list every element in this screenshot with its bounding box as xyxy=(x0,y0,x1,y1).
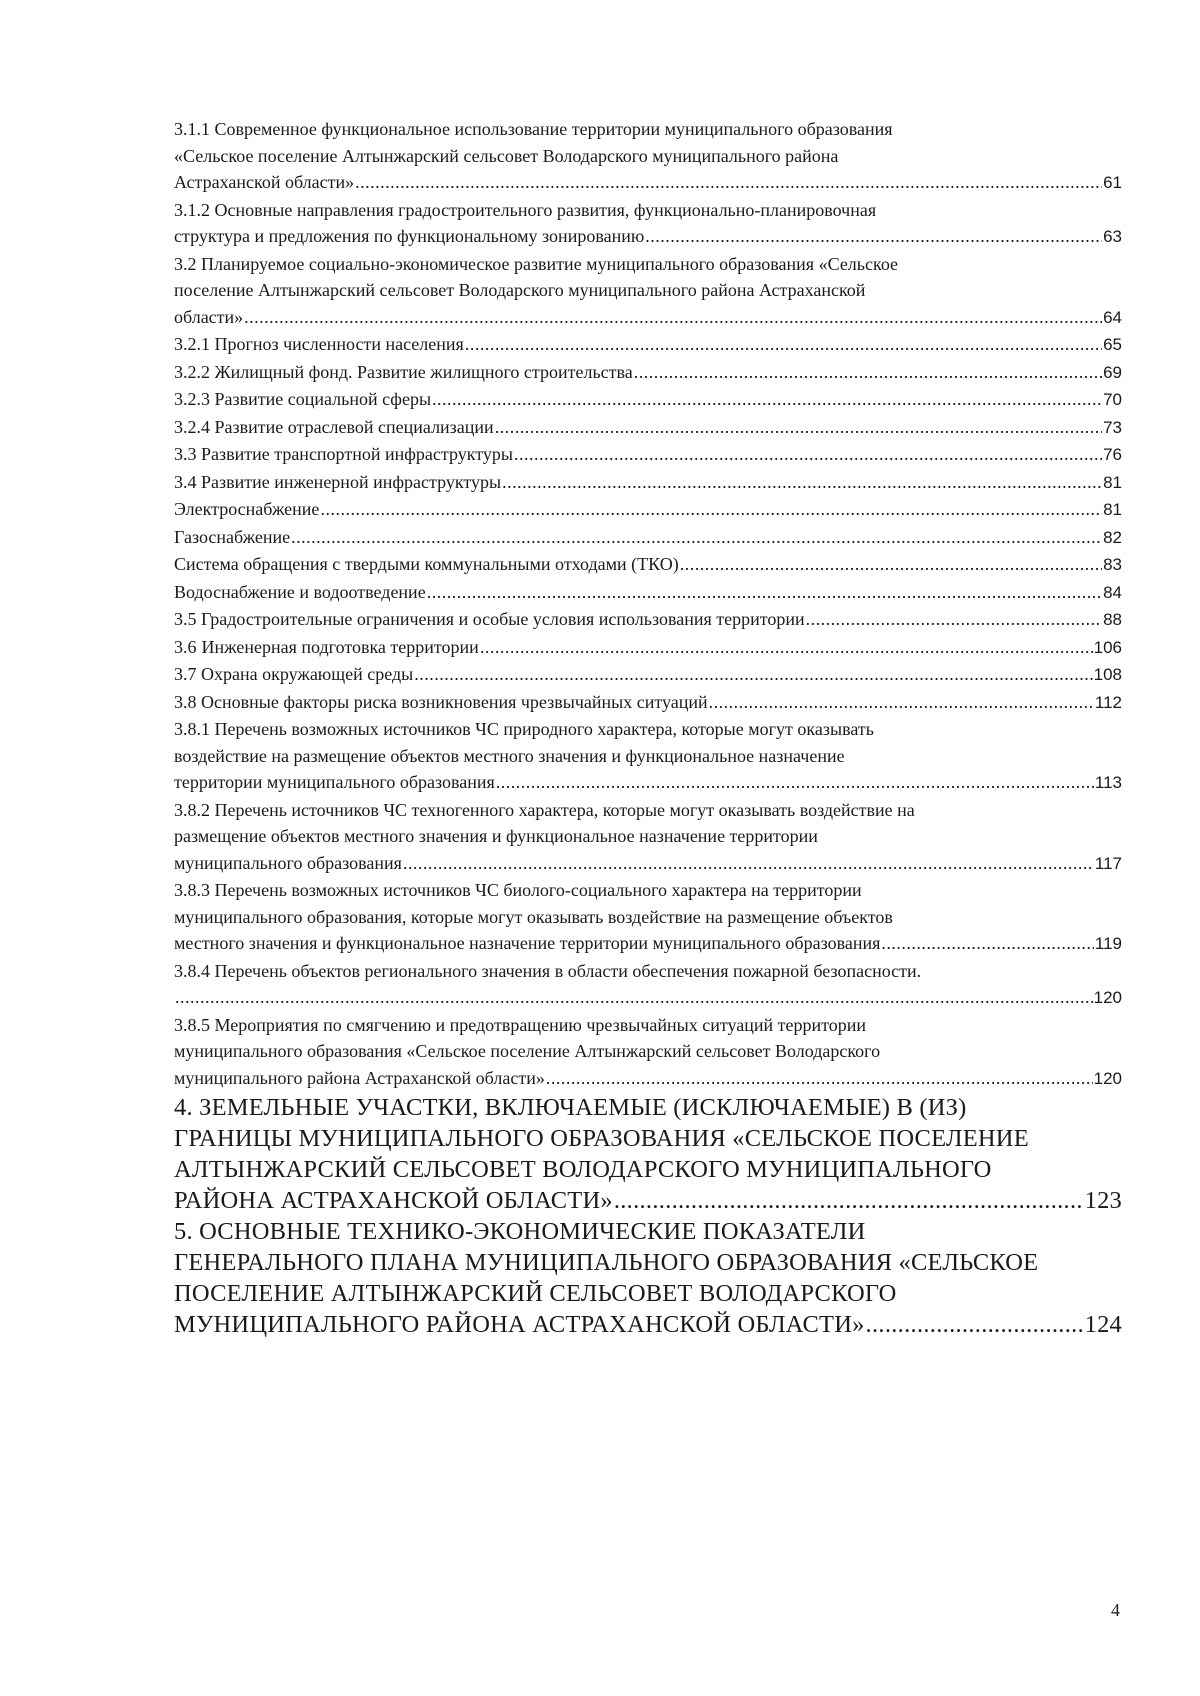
dot-leader xyxy=(414,661,1092,688)
toc-entry-last-line xyxy=(174,469,1122,497)
toc-entry-last-line xyxy=(174,551,1122,579)
toc-page-number: 82 xyxy=(1103,527,1122,547)
toc-entry-line: ГРАНИЦЫ МУНИЦИПАЛЬНОГО ОБРАЗОВАНИЯ «СЕЛЬСКОЕ ПОСЕЛЕНИЕ xyxy=(174,1125,1029,1152)
toc-entry-title: Система обращения с твердыми коммунальными отходами (ТКО) xyxy=(174,554,679,574)
toc-entry-line: ПОСЕЛЕНИЕ АЛТЫНЖАРСКИЙ СЕЛЬСОВЕТ ВОЛОДАРСКОГО xyxy=(174,1280,897,1307)
toc-entry-title: РАЙОНА АСТРАХАНСКОЙ ОБЛАСТИ» xyxy=(174,1187,613,1214)
toc-entry[interactable] xyxy=(174,551,1122,579)
toc-entry-last-line xyxy=(174,579,1122,607)
toc-page-number: 106 xyxy=(1093,637,1122,657)
dot-leader xyxy=(480,634,1093,661)
toc-entry-title: местного значения и функциональное назначение территории муниципального образования xyxy=(174,933,881,953)
toc-page-number: 120 xyxy=(1093,1068,1122,1088)
toc-entry-title: 3.8 Основные факторы риска возникновения чрезвычайных ситуаций xyxy=(174,691,708,712)
toc-entry-line: 4. ЗЕМЕЛЬНЫЕ УЧАСТКИ, ВКЛЮЧАЕМЫЕ (ИСКЛЮЧАЕМЫЕ) В (ИЗ) xyxy=(174,1094,967,1121)
toc-entry-last-line xyxy=(174,1309,1122,1340)
toc-entry-title: 3.5 Градостроительные ограничения и особые условия использования территории xyxy=(174,609,805,629)
toc-entry-line: 3.8.2 Перечень источников ЧС техногенного характера, которые могут оказывать воздействие на xyxy=(174,799,915,820)
toc-entry-title: 3.7 Охрана окружающей среды xyxy=(174,664,414,684)
dot-leader xyxy=(175,984,1093,1011)
toc-entry-line: 3.8.1 Перечень возможных источников ЧС природного характера, которые могут оказывать xyxy=(174,719,874,739)
toc-entry-title: муниципального района Астраханской области» xyxy=(174,1067,545,1088)
toc-entry[interactable] xyxy=(174,524,1122,552)
toc-page-number: 119 xyxy=(1094,934,1122,953)
toc-entry-last-line xyxy=(174,769,1122,797)
toc-entry[interactable] xyxy=(174,197,1122,251)
dot-leader xyxy=(502,469,1102,496)
toc-page-number: 70 xyxy=(1103,390,1122,409)
toc-entry-line: поселение Алтынжарский сельсовет Володарского муниципального района Астраханской xyxy=(174,280,866,300)
toc-page-number: 124 xyxy=(1084,1311,1122,1338)
toc-page-number: 112 xyxy=(1094,692,1122,712)
toc-entry-last-line xyxy=(174,1065,1122,1093)
table-of-contents xyxy=(174,116,1122,1340)
toc-page-number: 61 xyxy=(1103,173,1122,192)
toc-entry-last-line xyxy=(174,304,1122,332)
toc-entry-last-line xyxy=(174,496,1122,524)
toc-entry[interactable] xyxy=(174,634,1122,662)
toc-entry-last-line xyxy=(174,930,1122,958)
toc-entry-last-line xyxy=(174,414,1122,442)
toc-entry-title: структура и предложения по функциональному зонированию xyxy=(174,226,645,246)
toc-entry-line: 3.1.2 Основные направления градостроительного развития, функционально-планировочная xyxy=(174,199,877,220)
dot-leader xyxy=(546,1065,1093,1092)
toc-page-number: 88 xyxy=(1103,610,1122,629)
toc-entry-title: Водоснабжение и водоотведение xyxy=(174,581,426,602)
toc-entry[interactable] xyxy=(174,579,1122,607)
toc-entry-last-line xyxy=(174,984,1122,1012)
toc-entry-last-line xyxy=(174,386,1122,414)
dot-leader xyxy=(432,386,1102,413)
toc-page-number: 108 xyxy=(1093,665,1122,684)
toc-entry-line: АЛТЫНЖАРСКИЙ СЕЛЬСОВЕТ ВОЛОДАРСКОГО МУНИЦИПАЛЬНОГО xyxy=(174,1156,992,1183)
page-number: 4 xyxy=(1111,1600,1120,1620)
toc-entry[interactable] xyxy=(174,716,1122,797)
dot-leader xyxy=(614,1185,1084,1216)
toc-entry-line: муниципального образования, которые могут оказывать воздействие на размещение объектов xyxy=(174,906,893,927)
dot-leader xyxy=(495,414,1102,441)
toc-entry-last-line xyxy=(174,223,1122,251)
toc-entry[interactable] xyxy=(174,1216,1122,1340)
toc-page-number: 76 xyxy=(1103,445,1122,464)
toc-page-number: 73 xyxy=(1103,417,1122,437)
toc-page-number: 81 xyxy=(1103,500,1122,519)
toc-entry-last-line xyxy=(174,524,1122,552)
toc-page-number: 117 xyxy=(1094,853,1122,873)
toc-entry[interactable] xyxy=(174,661,1122,689)
dot-leader xyxy=(645,223,1102,250)
toc-page-number: 123 xyxy=(1084,1187,1122,1214)
toc-entry-title: 3.2.2 Жилищный фонд. Развитие жилищного строительства xyxy=(174,361,633,382)
toc-entry-title: Газоснабжение xyxy=(174,526,291,547)
toc-entry-title: 3.3 Развитие транспортной инфраструктуры xyxy=(174,444,513,464)
dot-leader xyxy=(634,359,1102,386)
toc-entry-line: 3.1.1 Современное функциональное использование территории муниципального образования xyxy=(174,119,893,139)
dot-leader xyxy=(709,689,1094,716)
toc-entry-line: ГЕНЕРАЛЬНОГО ПЛАНА МУНИЦИПАЛЬНОГО ОБРАЗОВАНИЯ «СЕЛЬСКОЕ xyxy=(174,1249,1039,1276)
toc-entry-last-line xyxy=(174,634,1122,662)
toc-entry-line: 3.8.5 Мероприятия по смягчению и предотвращению чрезвычайных ситуаций территории xyxy=(174,1014,867,1035)
toc-entry-title: 3.2.1 Прогноз численности населения xyxy=(174,334,464,354)
dot-leader xyxy=(680,551,1102,578)
toc-entry-last-line xyxy=(174,1185,1122,1216)
toc-entry-last-line xyxy=(174,689,1122,717)
toc-entry-title: Астраханской области» xyxy=(174,172,355,192)
dot-leader xyxy=(806,606,1102,633)
toc-entry[interactable] xyxy=(174,469,1122,497)
toc-entry[interactable] xyxy=(174,958,1122,1012)
toc-entry[interactable] xyxy=(174,496,1122,524)
toc-entry-title: МУНИЦИПАЛЬНОГО РАЙОНА АСТРАХАНСКОЙ ОБЛАСТИ» xyxy=(174,1311,865,1338)
toc-entry[interactable] xyxy=(174,386,1122,414)
toc-entry-line: 3.2 Планируемое социально-экономическое развитие муниципального образования «Сельское xyxy=(174,253,899,274)
toc-page-number: 63 xyxy=(1103,227,1122,246)
toc-entry[interactable] xyxy=(174,1092,1122,1216)
dot-leader xyxy=(320,496,1102,523)
toc-page-number: 113 xyxy=(1094,773,1122,792)
toc-page-number: 81 xyxy=(1103,472,1122,492)
toc-entry-last-line xyxy=(174,331,1122,359)
dot-leader xyxy=(866,1309,1084,1340)
toc-entry-last-line xyxy=(174,606,1122,634)
toc-entry-line: воздействие на размещение объектов местного значения и функциональное назначение xyxy=(174,745,845,766)
toc-entry-line: 3.8.3 Перечень возможных источников ЧС биолого-социального характера на территории xyxy=(174,880,862,900)
dot-leader xyxy=(465,331,1102,358)
toc-entry[interactable] xyxy=(174,441,1122,469)
dot-leader xyxy=(514,441,1102,468)
toc-entry-number: 3.6 xyxy=(174,636,197,657)
toc-entry[interactable] xyxy=(174,689,1122,717)
toc-entry-last-line xyxy=(174,661,1122,689)
toc-entry[interactable] xyxy=(174,251,1122,332)
dot-leader xyxy=(427,579,1102,606)
toc-entry-line: муниципального образования «Сельское поселение Алтынжарский сельсовет Володарского xyxy=(174,1041,881,1061)
toc-entry-line: 5. ОСНОВНЫЕ ТЕХНИКО-ЭКОНОМИЧЕСКИЕ ПОКАЗАТЕЛИ xyxy=(174,1218,866,1245)
toc-page-number: 69 xyxy=(1103,362,1122,382)
toc-entry[interactable] xyxy=(174,331,1122,359)
toc-entry[interactable] xyxy=(174,797,1122,878)
toc-page-number: 64 xyxy=(1103,307,1122,327)
toc-entry-line: размещение объектов местного значения и функциональное назначение территории xyxy=(174,826,818,846)
toc-entry-title: Инженерная подготовка территории xyxy=(201,636,479,657)
dot-leader xyxy=(403,850,1094,877)
toc-entry[interactable] xyxy=(174,1012,1122,1093)
toc-entry-title: 3.2.4 Развитие отраслевой специализации xyxy=(174,416,494,437)
toc-page-number: 84 xyxy=(1103,582,1122,602)
toc-entry[interactable] xyxy=(174,606,1122,634)
toc-entry-title: 3.2.3 Развитие социальной сферы xyxy=(174,389,432,409)
toc-entry[interactable] xyxy=(174,414,1122,442)
toc-entry-title: 3.4 Развитие инженерной инфраструктуры xyxy=(174,471,502,492)
dot-leader xyxy=(355,169,1102,196)
toc-entry-title: Электроснабжение xyxy=(174,499,320,519)
dot-leader xyxy=(881,930,1094,957)
toc-page-number: 65 xyxy=(1103,335,1122,354)
toc-entry[interactable] xyxy=(174,116,1122,197)
toc-page-number: 83 xyxy=(1103,555,1122,574)
toc-entry-last-line xyxy=(174,441,1122,469)
toc-entry[interactable] xyxy=(174,877,1122,958)
dot-leader xyxy=(291,524,1102,551)
toc-entry-title: муниципального образования xyxy=(174,852,402,873)
toc-entry-line: «Сельское поселение Алтынжарский сельсовет Володарского муниципального района xyxy=(174,145,839,166)
dot-leader xyxy=(496,769,1094,796)
toc-entry-title: области» xyxy=(174,306,244,327)
toc-entry[interactable] xyxy=(174,359,1122,387)
toc-entry-title: территории муниципального образования xyxy=(174,772,495,792)
toc-entry-last-line xyxy=(174,850,1122,878)
toc-entry-last-line xyxy=(174,359,1122,387)
dot-leader xyxy=(244,304,1102,331)
toc-page-number: 120 xyxy=(1093,988,1122,1007)
toc-entry-last-line xyxy=(174,169,1122,197)
toc-entry-line: 3.8.4 Перечень объектов регионального значения в области обеспечения пожарной безопасности. xyxy=(174,960,922,981)
